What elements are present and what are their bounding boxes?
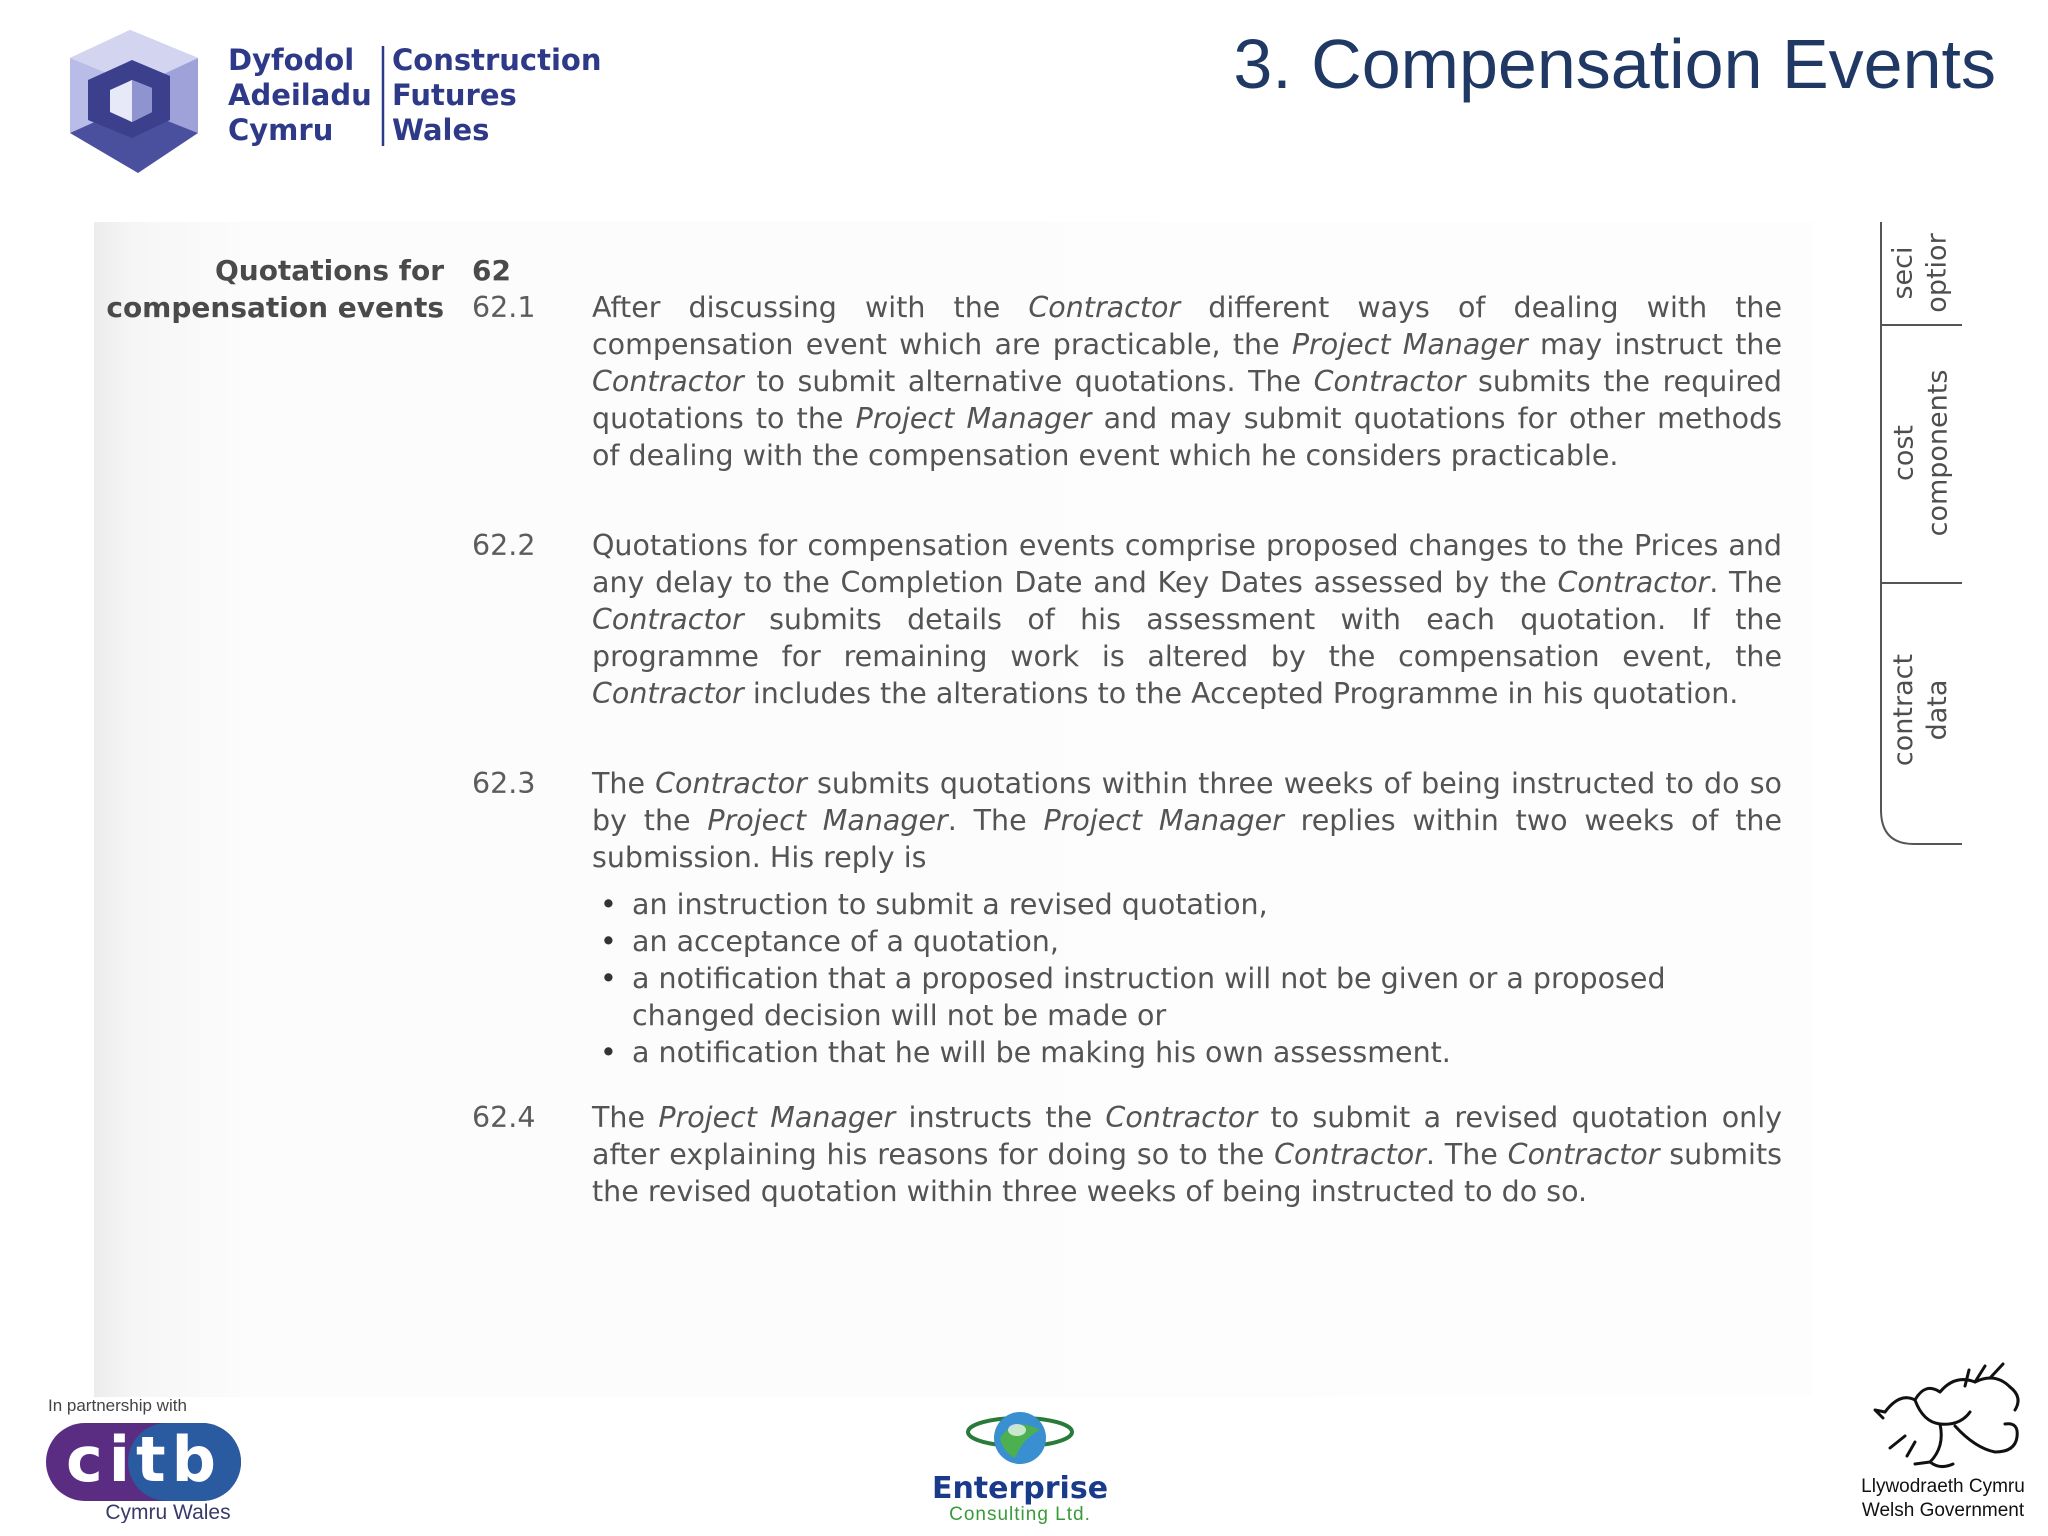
partnership-text: In partnership with [48, 1396, 187, 1415]
tab-label: contract data [1888, 653, 1954, 766]
cfw-english-line-1: Construction [392, 43, 602, 77]
enterprise-subtitle: Consulting Ltd. [949, 1504, 1091, 1525]
tab-section-options [1880, 222, 1962, 324]
tab-label: cost components [1888, 369, 1953, 537]
clause-text: After discussing with the Contractor different ways of dealing with the compensation event which are practicable, the Project Manager may instruct the Contractor to submit alternative quotations. The Contractor submits the required quotations to the Project Manager and may submit quotations for other methods of dealing with the compensation event which he considers practicable. [592, 291, 1783, 472]
citb-subtitle: Cymru Wales [105, 1501, 231, 1523]
clause-62-3 [472, 765, 1794, 1071]
cfw-welsh-line-3: Cymru [228, 113, 334, 147]
enterprise-consulting-logo [905, 1408, 1135, 1528]
clause-number: 62.4 [472, 1101, 536, 1134]
side-section-tabs [1880, 222, 1962, 847]
clause-text: Quotations for compensation events comprise proposed changes to the Prices and any delay to the Completion Date and Key Dates assessed by the Contractor. The Contractor submits details of his assessment with each quotation. If the programme for remaining work is altered by the compensation event, the Contractor includes the alterations to the Accepted Programme in his quotation. [592, 529, 1783, 710]
welsh-government-logo [1845, 1352, 2035, 1527]
clause-number: 62.2 [472, 529, 536, 562]
clause-number: 62.1 [472, 291, 536, 324]
list-item: • a notification that a proposed instruction will not be given or a proposed changed decision will not be made or [592, 960, 1782, 1034]
clause-text: The Project Manager instructs the Contractor to submit a revised quotation only after explaining his reasons for doing so to the Contractor. The Contractor submits the revised quotation within three weeks of being instructed to do so. [592, 1101, 1783, 1208]
scanned-page [94, 222, 1812, 1397]
citb-wordmark: citb [65, 1423, 223, 1496]
dragon-icon [1875, 1364, 2018, 1467]
cube-icon [70, 30, 198, 173]
tab-label: seci optior [1888, 233, 1953, 313]
globe-icon [968, 1412, 1072, 1464]
clause-text: The Contractor submits quotations within three weeks of being instructed to do so by the Project Manager. The Project Manager replies within two weeks of the submission. His reply is [592, 767, 1783, 874]
clause-heading-number: 62 [472, 254, 511, 287]
enterprise-wordmark: Enterprise [931, 1471, 1109, 1506]
clause-62-4 [472, 1099, 1794, 1210]
tab-cost-components [1880, 324, 1962, 582]
reply-options-list [592, 886, 1782, 1071]
citb-logo [46, 1393, 266, 1523]
side-heading: Quotations for compensation events [106, 254, 444, 324]
clause-62-2 [472, 527, 1794, 712]
cfw-english-line-3: Wales [392, 113, 490, 147]
list-item: • a notification that he will be making his own assessment. [592, 1034, 1782, 1071]
list-item: • an acceptance of a quotation, [592, 923, 1782, 960]
clause-62-1 [472, 289, 1794, 474]
construction-futures-wales-logo [70, 28, 630, 178]
list-item: • an instruction to submit a revised quotation, [592, 886, 1782, 923]
tab-contract-data [1880, 582, 1962, 837]
clause-number: 62.3 [472, 767, 536, 800]
cfw-english-line-2: Futures [392, 78, 517, 112]
slide-title: 3. Compensation Events [1233, 25, 1996, 103]
welsh-gov-line-2: Welsh Government [1861, 1500, 2025, 1521]
cfw-welsh-line-1: Dyfodol [228, 43, 355, 77]
welsh-gov-line-1: Llywodraeth Cymru [1861, 1476, 2025, 1497]
cfw-welsh-line-2: Adeiladu [228, 78, 372, 112]
